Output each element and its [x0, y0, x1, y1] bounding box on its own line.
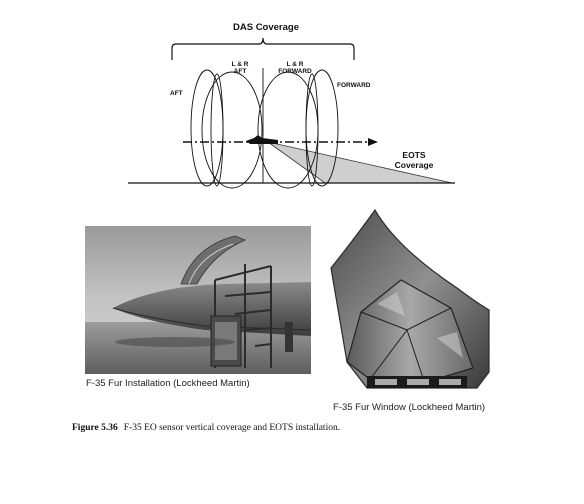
window-photo-caption: F-35 Fur Window (Lockheed Martin): [333, 402, 486, 413]
das-coverage-bracket: [172, 38, 354, 60]
figure-number: Figure 5.36: [72, 423, 118, 433]
lr-aft-label: [229, 61, 251, 75]
lr-aft-label-line2: AFT: [233, 68, 247, 75]
forward-label: FORWARD: [337, 82, 371, 89]
figure-caption: [72, 423, 340, 433]
das-coverage-lobes: [191, 70, 338, 188]
eots-coverage-label-line2: Coverage: [394, 160, 434, 170]
figure-caption-text: F-35 EO sensor vertical coverage and EOTS installation.: [123, 423, 341, 433]
lr-forward-label-line1: L & R: [286, 61, 304, 68]
eots-coverage-label: [393, 150, 435, 170]
f35-window-photo: [327, 208, 496, 393]
lr-aft-label-line1: L & R: [231, 61, 249, 68]
f35-installation-photo: [85, 226, 311, 374]
aft-label: AFT: [170, 90, 183, 97]
installation-photo-caption: F-35 Fur Installation (Lockheed Martin): [86, 378, 250, 389]
lr-forward-label-line2: FORWARD: [278, 68, 312, 75]
das-coverage-title: DAS Coverage: [233, 22, 299, 33]
eots-coverage-label-line1: EOTS: [402, 150, 426, 160]
lr-forward-label: [275, 61, 315, 75]
flight-axis-arrowhead: [368, 138, 378, 146]
